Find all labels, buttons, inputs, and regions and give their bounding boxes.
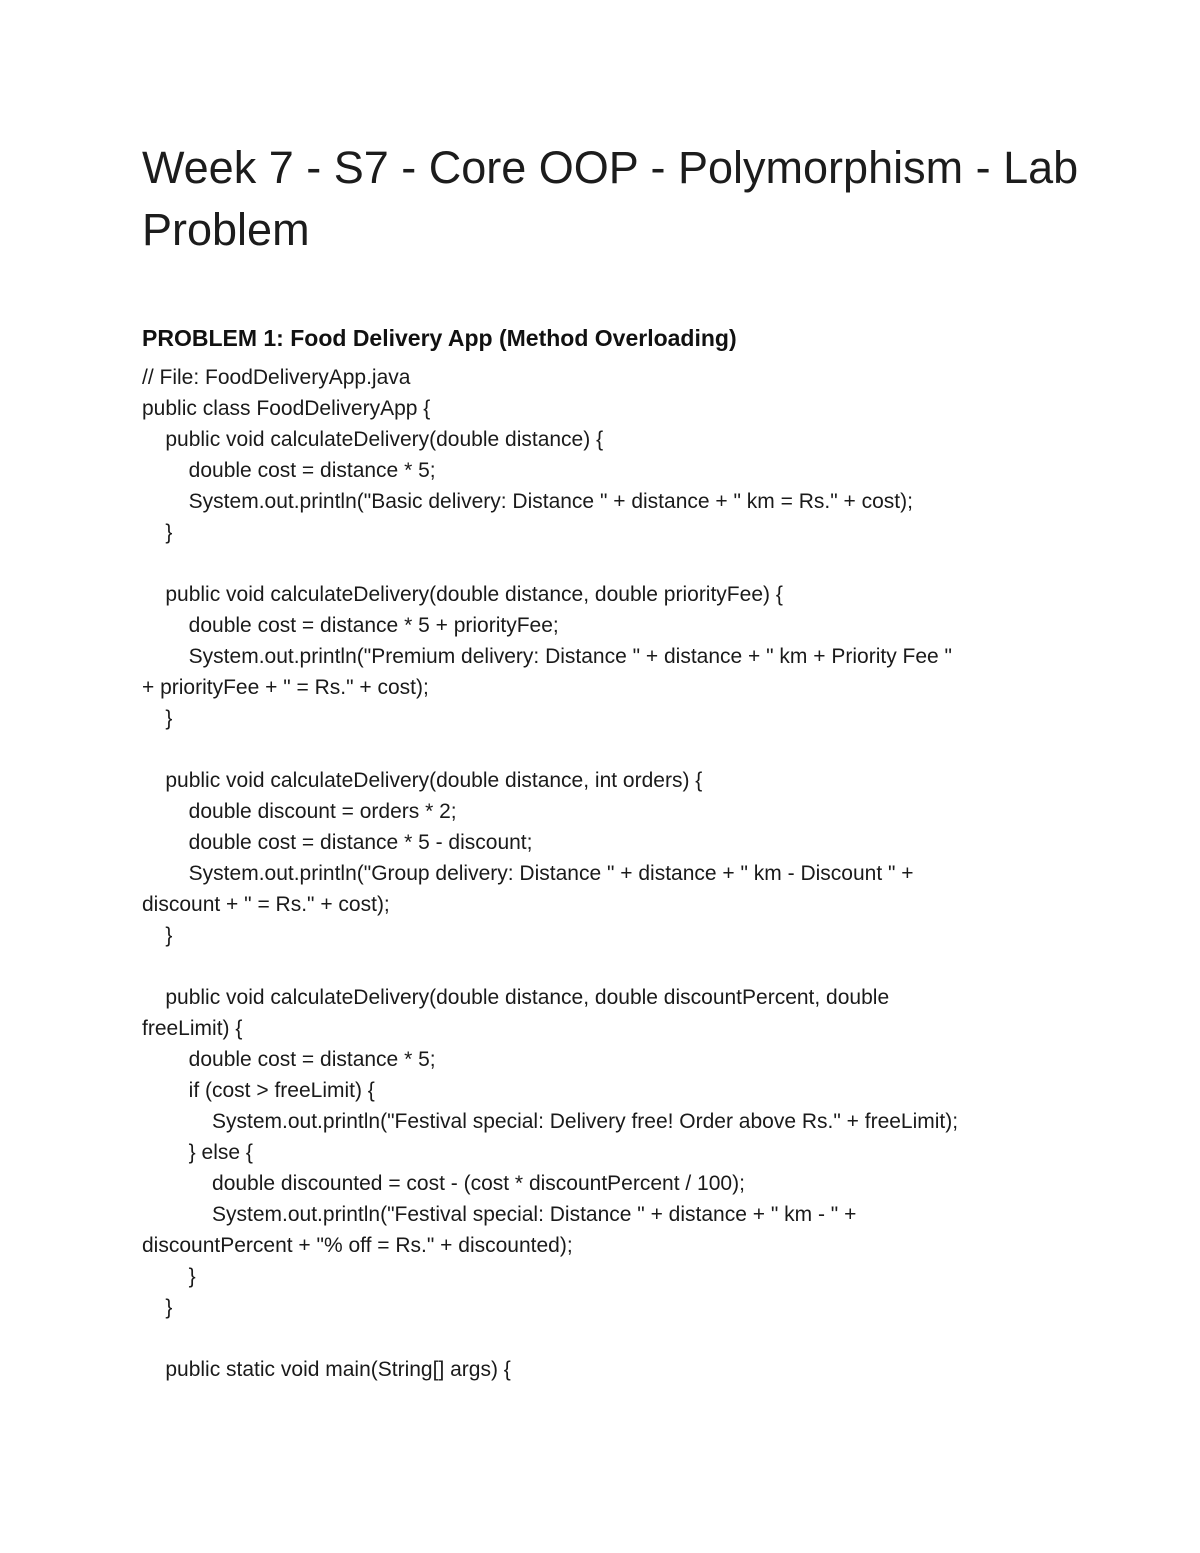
code-line: double cost = distance * 5 + priorityFee; <box>142 614 559 637</box>
code-line: } <box>142 521 173 544</box>
code-line: public void calculateDelivery(double distance, int orders) { <box>142 769 703 792</box>
code-line <box>142 951 1082 982</box>
code-line: } else { <box>142 1141 253 1164</box>
code-line: System.out.println("Festival special: Distance " + distance + " km - " + <box>142 1203 857 1226</box>
code-line: discountPercent + "% off = Rs." + discounted); <box>142 1234 573 1257</box>
code-line: double cost = distance * 5; <box>142 459 436 482</box>
code-line: public void calculateDelivery(double distance, double discountPercent, double <box>142 986 890 1009</box>
code-line: } <box>142 1265 196 1288</box>
code-line: } <box>142 707 173 730</box>
code-line: public void calculateDelivery(double distance) { <box>142 428 604 451</box>
code-line: public void calculateDelivery(double distance, double priorityFee) { <box>142 583 783 606</box>
problem-heading: PROBLEM 1: Food Delivery App (Method Overloading) <box>142 325 737 351</box>
code-line: System.out.println("Festival special: Delivery free! Order above Rs." + freeLimit); <box>142 1110 959 1133</box>
code-block <box>142 362 1082 1385</box>
code-line: } <box>142 1296 173 1319</box>
code-line: double cost = distance * 5; <box>142 1048 436 1071</box>
code-line: } <box>142 924 173 947</box>
code-line: System.out.println("Group delivery: Distance " + distance + " km - Discount " + <box>142 862 914 885</box>
code-line: double discount = orders * 2; <box>142 800 457 823</box>
code-line: + priorityFee + " = Rs." + cost); <box>142 676 429 699</box>
code-line: System.out.println("Premium delivery: Distance " + distance + " km + Priority Fee " <box>142 645 953 668</box>
code-line: if (cost > freeLimit) { <box>142 1079 375 1102</box>
code-line: discount + " = Rs." + cost); <box>142 893 390 916</box>
code-line: System.out.println("Basic delivery: Distance " + distance + " km = Rs." + cost); <box>142 490 913 513</box>
code-line: // File: FoodDeliveryApp.java <box>142 366 411 389</box>
code-line: freeLimit) { <box>142 1017 243 1040</box>
code-line: public class FoodDeliveryApp { <box>142 397 431 420</box>
code-line: double discounted = cost - (cost * discountPercent / 100); <box>142 1172 745 1195</box>
document-title: Week 7 - S7 - Core OOP - Polymorphism - Lab Problem <box>142 142 1079 255</box>
code-line <box>142 1323 1082 1354</box>
code-line <box>142 548 1082 579</box>
code-line: public static void main(String[] args) { <box>142 1358 511 1381</box>
code-line: double cost = distance * 5 - discount; <box>142 831 533 854</box>
code-line <box>142 734 1082 765</box>
